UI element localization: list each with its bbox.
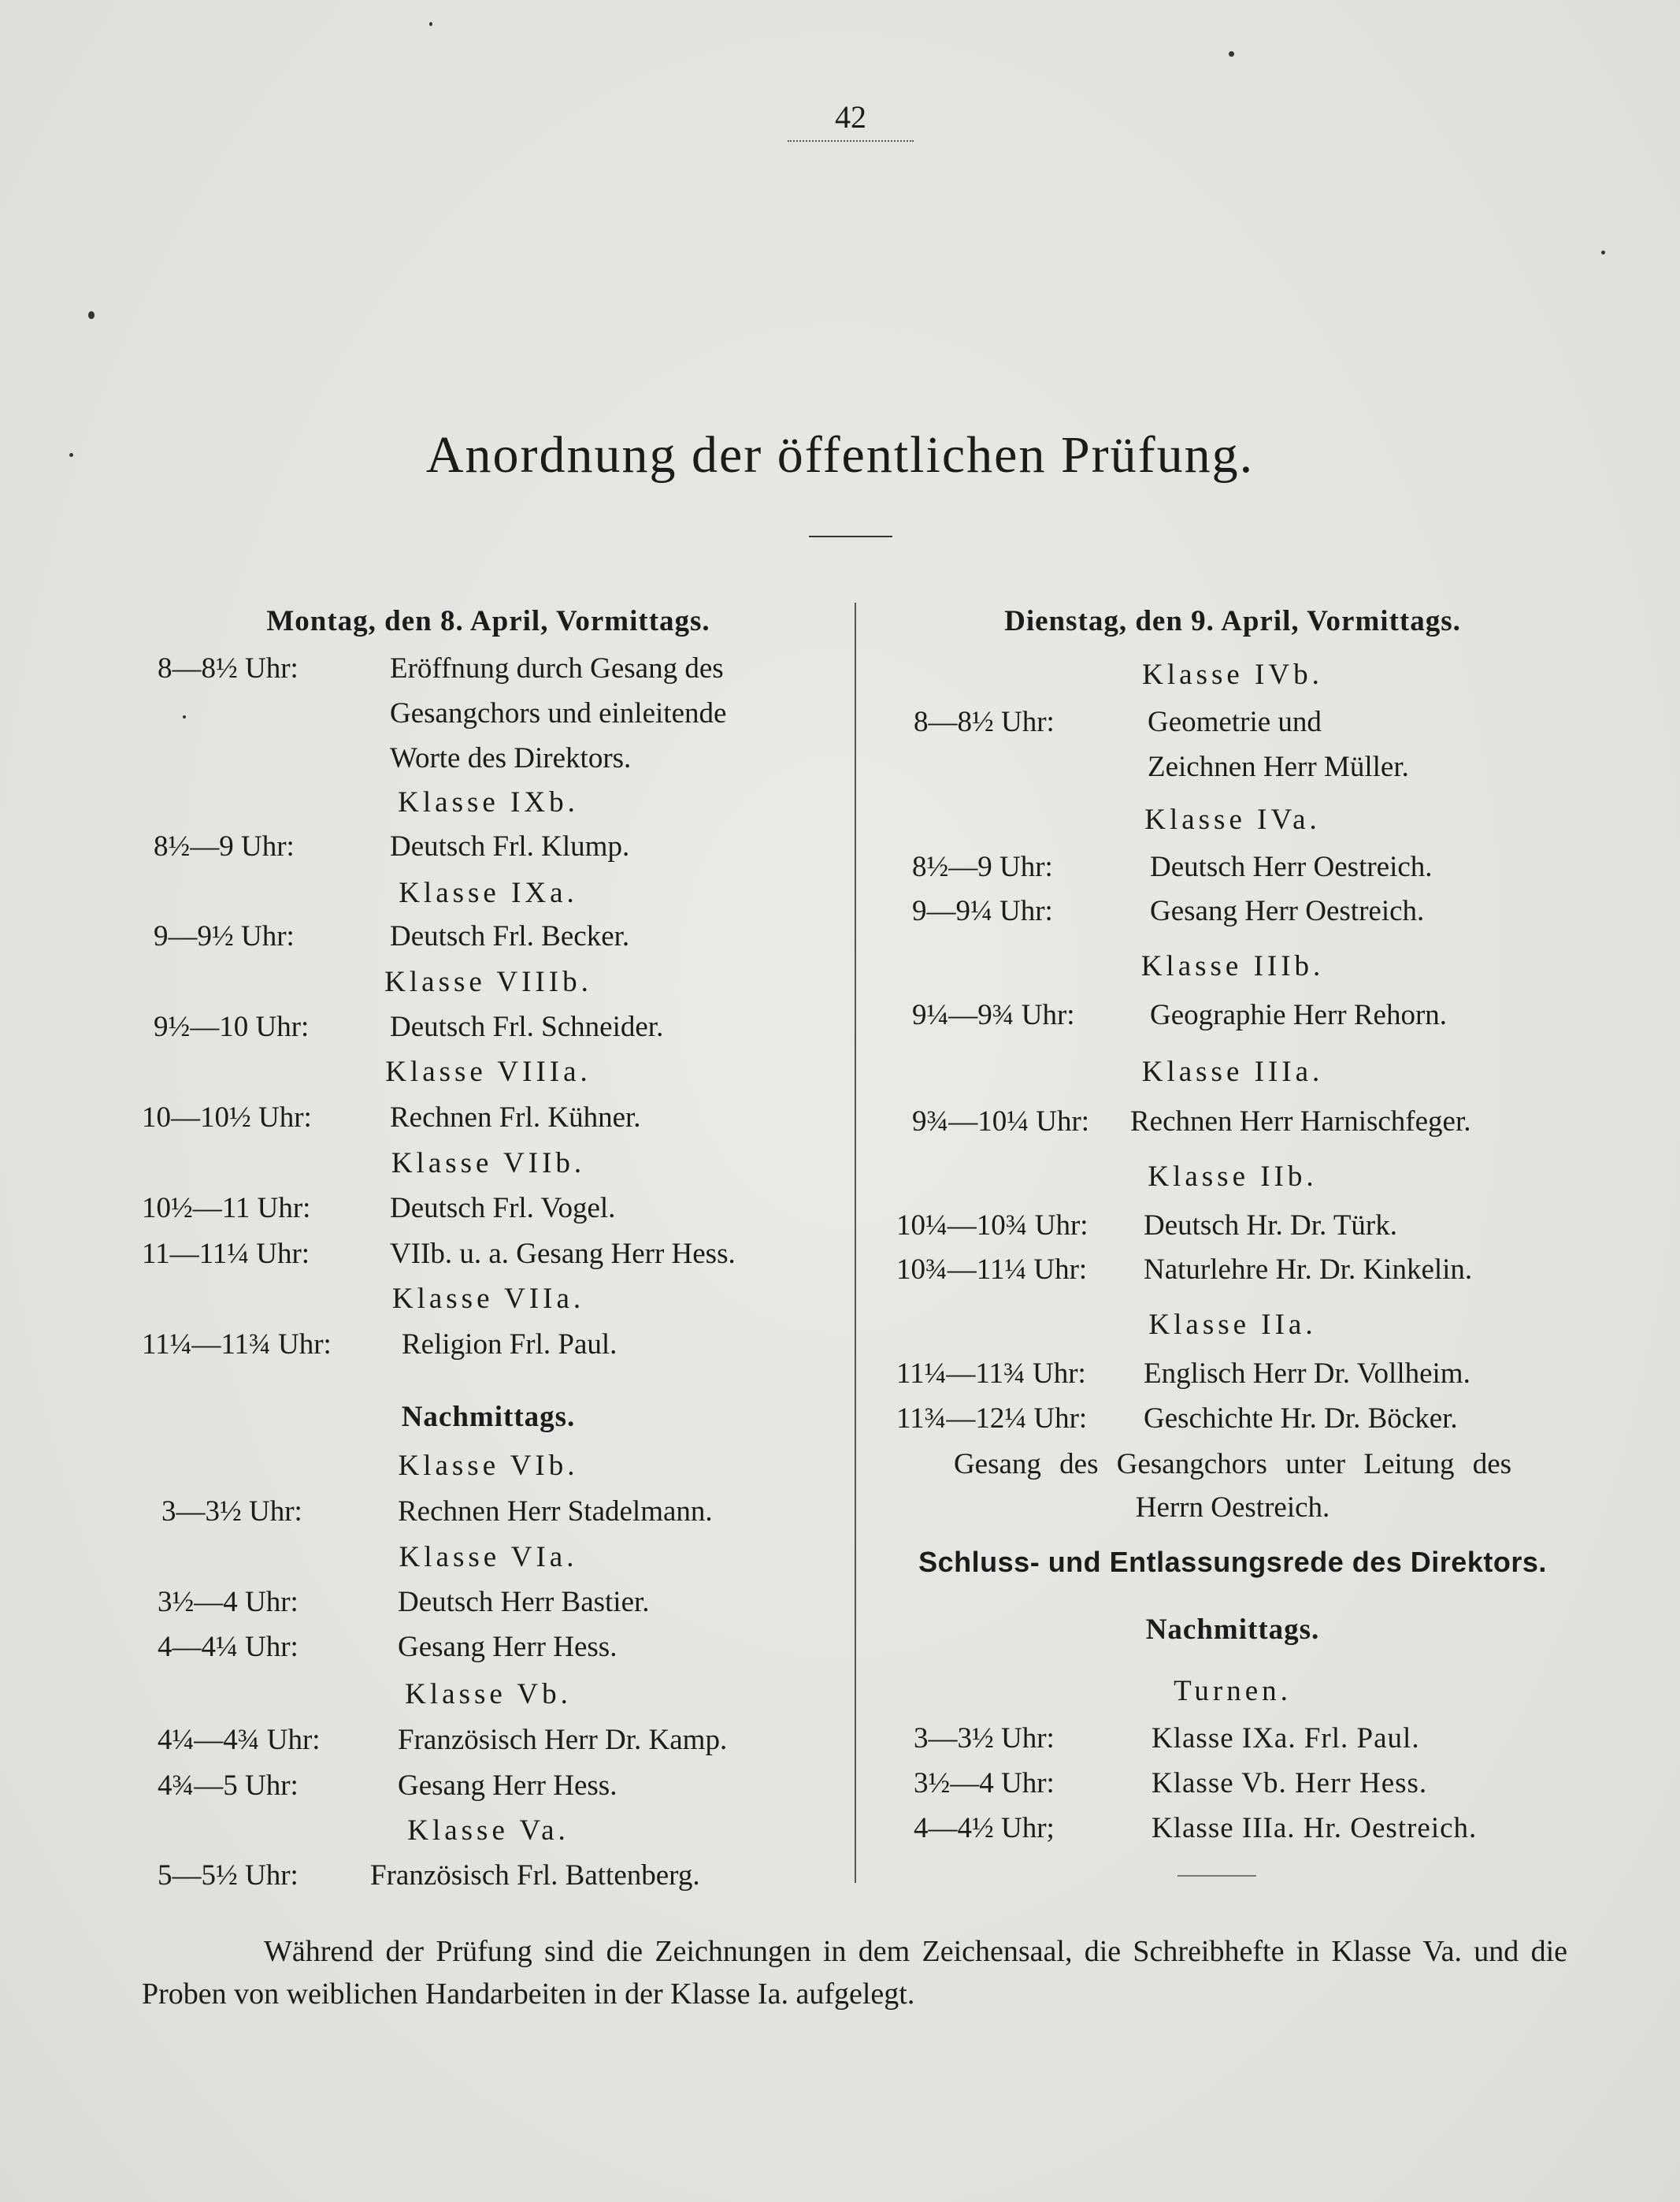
entry-time: 3½—4 Uhr: [158,1586,299,1618]
monday-header: Montag, den 8. April, Vormittags. [266,605,710,637]
footer-note: Während der Prüfung sind die Zeichnungen in dem Zeichensaal, die Schreibhefte in Klasse Va. und die Proben von weiblichen Handarbeiten in der Klasse Ia. aufgelegt. [142,1935,1567,2011]
class-heading: Klasse IXa. [399,877,578,909]
entry-desc: Geometrie und [1148,706,1322,738]
class-heading: Klasse IVa. [1144,804,1321,836]
entry-time: 8—8½ Uhr: [914,706,1055,738]
entry-desc: Worte des Direktors. [390,742,632,774]
entry-time: 9—9¼ Uhr: [912,895,1053,927]
entry-time: 8—8½ Uhr: [158,652,299,685]
entry-time: 11—11¼ Uhr: [142,1238,310,1270]
entry-desc: Klasse IXa. Frl. Paul. [1152,1722,1420,1755]
entry-desc: Deutsch Frl. Klump. [390,830,630,863]
entry-desc: Rechnen Herr Stadelmann. [398,1495,713,1528]
entry-desc: Deutsch Frl. Schneider. [390,1011,664,1043]
entry-time: 11¾—12¼ Uhr: [896,1402,1088,1435]
entry-desc: Rechnen Frl. Kühner. [390,1101,641,1134]
entry-desc: Deutsch Frl. Becker. [390,920,630,952]
class-heading: Klasse IIIa. [1141,1056,1324,1088]
end-rule [1177,1875,1256,1877]
turnen-heading: Turnen. [1174,1675,1292,1707]
entry-time: 9¼—9¾ Uhr: [912,999,1075,1031]
page-number: 42 [835,99,866,135]
class-heading: Klasse VIIIa. [385,1056,592,1088]
tuesday-header: Dienstag, den 9. April, Vormittags. [1004,605,1461,637]
entry-time: 4¾—5 Uhr: [158,1769,299,1802]
scan-speck [69,453,73,457]
afternoon-header: Nachmittags. [1145,1613,1320,1646]
entry-desc: VIIb. u. a. Gesang Herr Hess. [390,1238,736,1270]
class-heading: Klasse IIa. [1148,1309,1317,1341]
entry-desc: Gesang Herr Oestreich. [1150,895,1425,927]
entry-desc: Englisch Herr Dr. Vollheim. [1144,1357,1470,1390]
class-heading: Klasse IIIb. [1140,950,1325,982]
entry-time: 3—3½ Uhr: [161,1495,302,1528]
singing-note-cont: Herrn Oestreich. [1135,1491,1330,1524]
entry-desc: Deutsch Hr. Dr. Türk. [1144,1209,1397,1242]
entry-time: 4¼—4¾ Uhr: [158,1724,321,1756]
closing-speech: Schluss- und Entlassungsrede des Direktors. [918,1546,1547,1578]
entry-time: 8½—9 Uhr: [912,851,1053,883]
scan-speck [429,22,432,26]
class-heading: Klasse VIb. [398,1450,579,1482]
entry-desc: Naturlehre Hr. Dr. Kinkelin. [1144,1253,1473,1286]
entry-time: 10½—11 Uhr: [142,1192,311,1224]
entry-desc: Geographie Herr Rehorn. [1150,999,1448,1031]
class-heading: Klasse VIa. [399,1541,578,1573]
entry-desc: Deutsch Herr Bastier. [398,1586,650,1618]
entry-time: 4—4¼ Uhr: [158,1631,299,1663]
entry-desc: Deutsch Herr Oestreich. [1150,851,1433,883]
entry-desc: Gesangchors und einleitende [390,697,727,730]
scan-speck [88,311,95,319]
entry-desc: Gesang Herr Hess. [398,1769,617,1802]
entry-time: 10¼—10¾ Uhr: [896,1209,1088,1242]
class-heading: Klasse IVb. [1142,659,1323,691]
entry-time: 3½—4 Uhr: [914,1767,1055,1799]
class-heading: Klasse Va. [407,1814,569,1847]
title-divider [809,536,892,537]
class-heading: Klasse VIIIb. [384,966,592,998]
class-heading: Klasse IXb. [398,786,579,819]
entry-desc: Geschichte Hr. Dr. Böcker. [1144,1402,1458,1435]
column-divider [855,603,856,1883]
class-heading: Klasse VIIb. [391,1147,586,1179]
entry-time: 9—9½ Uhr: [154,920,295,952]
class-heading: Klasse VIIa. [391,1283,585,1315]
entry-desc: Deutsch Frl. Vogel. [390,1192,616,1224]
entry-time: 9¾—10¼ Uhr: [912,1105,1090,1138]
entry-desc: Zeichnen Herr Müller. [1148,751,1409,783]
entry-time: 11¼—11¾ Uhr: [142,1328,332,1361]
entry-desc: Eröffnung durch Gesang des [390,652,724,685]
entry-desc: Französisch Frl. Battenberg. [370,1859,700,1892]
entry-time: 10—10½ Uhr: [142,1101,312,1134]
entry-desc: Französisch Herr Dr. Kamp. [398,1724,728,1756]
entry-time: 10¾—11¼ Uhr: [896,1253,1088,1286]
class-heading: Klasse Vb. [405,1678,572,1710]
singing-note: Gesang des Gesangchors unter Leitung des [953,1448,1512,1480]
scan-speck [183,715,186,719]
entry-time: 5—5½ Uhr: [158,1859,299,1892]
page-number-ornament [788,140,914,143]
page-title: Anordnung der öffentlichen Prüfung. [425,426,1255,484]
entry-desc: Gesang Herr Hess. [398,1631,617,1663]
entry-time: 9½—10 Uhr: [154,1011,310,1043]
entry-desc: Klasse IIIa. Hr. Oestreich. [1152,1812,1478,1844]
entry-desc: Rechnen Herr Harnischfeger. [1130,1105,1471,1138]
afternoon-header: Nachmittags. [401,1401,576,1433]
class-heading: Klasse IIb. [1148,1160,1318,1193]
scan-speck [1229,51,1234,57]
entry-time: 8½—9 Uhr: [154,830,295,863]
scan-speck [1601,251,1605,254]
entry-desc: Klasse Vb. Herr Hess. [1152,1767,1428,1799]
entry-time: 11¼—11¾ Uhr: [896,1357,1086,1390]
entry-time: 4—4½ Uhr; [914,1812,1055,1844]
entry-time: 3—3½ Uhr: [914,1722,1055,1755]
entry-desc: Religion Frl. Paul. [402,1328,617,1361]
